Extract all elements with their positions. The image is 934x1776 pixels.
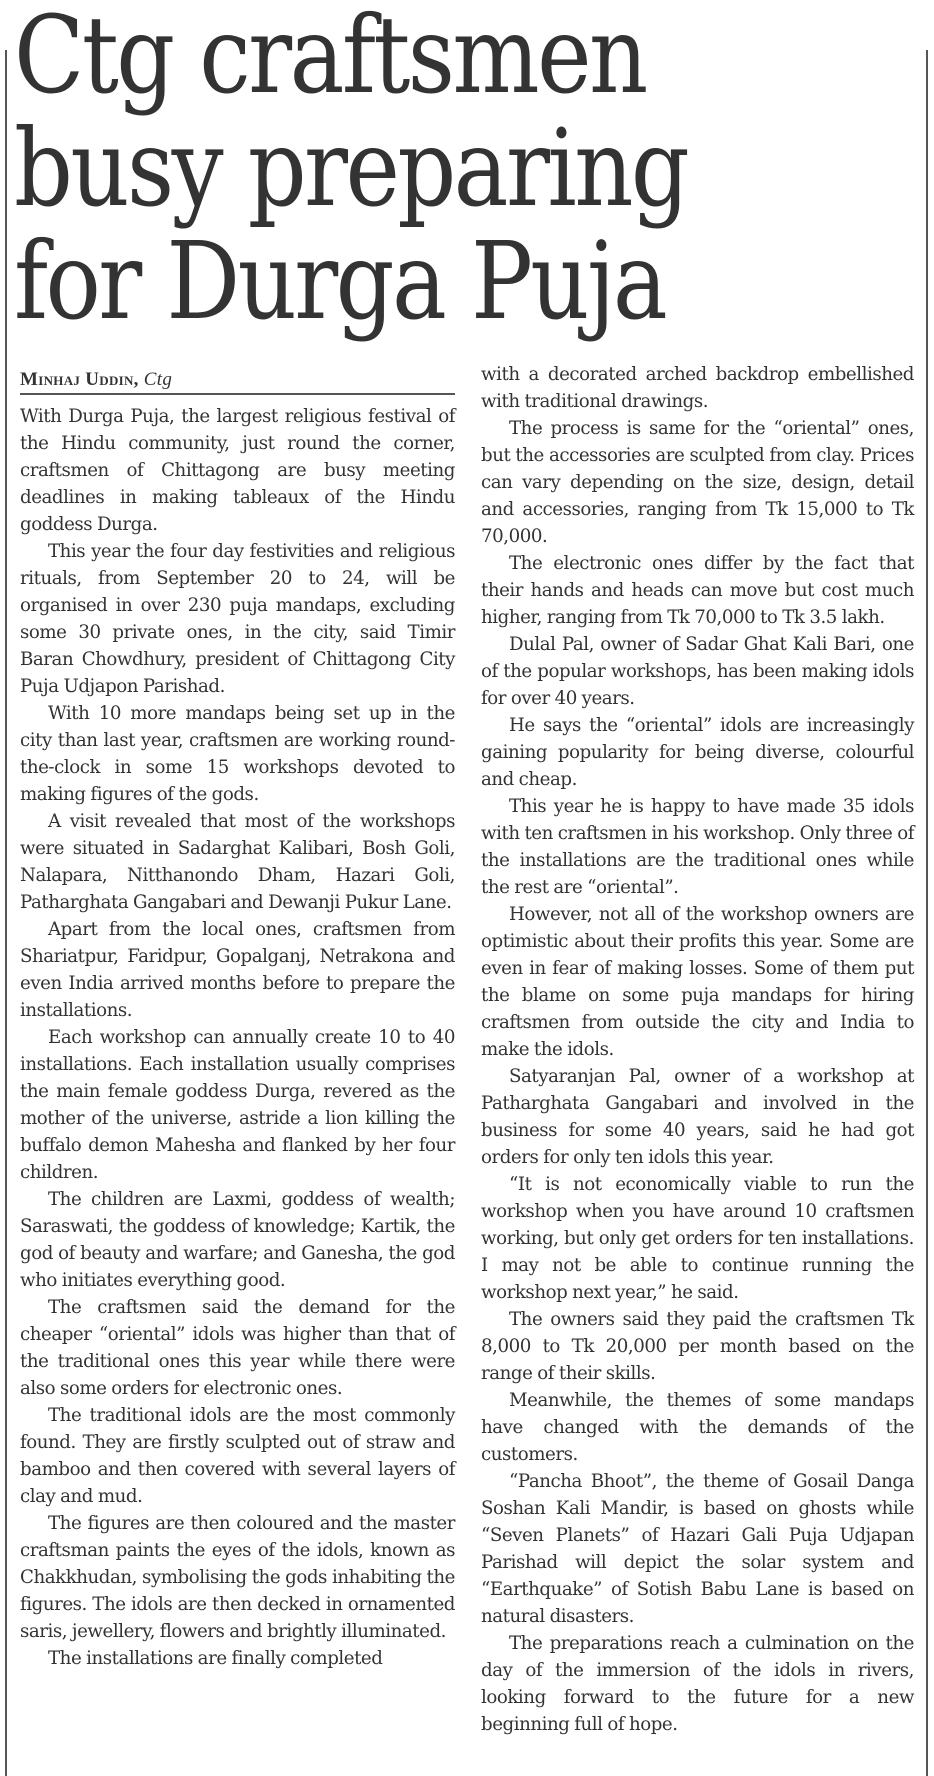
paragraph: The owners said they paid the craftsmen Tk 8,000 to Tk 20,000 per month based on the range of their skills.	[481, 1309, 914, 1384]
paragraph: The figures are then coloured and the master craftsman paints the eyes of the idols, known as Chakkhudan, symbolising the gods inhabiting the figures. The idols are then decked in ornamented saris, jewellery, flowers and brightly illuminated.	[20, 1513, 455, 1642]
paragraph: The installations are finally completed	[48, 1648, 383, 1669]
paragraph: Apart from the local ones, craftsmen from Shariatpur, Faridpur, Gopalganj, Netrakona and even India arrived months before to prepare the installations.	[20, 919, 455, 1021]
paragraph: Each workshop can annually create 10 to 40 installations. Each installation usually comprises the main female goddess Durga, revered as the mother of the universe, astride a lion killing the buffalo demon Mahesha and flanked by her four children.	[20, 1027, 455, 1183]
headline-line: Ctg craftsmen	[14, 0, 646, 118]
left-border-rule	[5, 50, 7, 1776]
paragraph: “Pancha Bhoot”, the theme of Gosail Danga Soshan Kali Mandir, is based on ghosts while “Seven Planets” of Hazari Gali Puja Udjapan Parishad will depict the solar system and “Earthquake” of Sotish Babu Lane is based on natural disasters.	[481, 1471, 914, 1627]
paragraph: The traditional idols are the most commonly found. They are firstly sculpted out of straw and bamboo and then covered with several layers of clay and mud.	[20, 1405, 455, 1507]
headline-line: for Durga Puja	[14, 220, 666, 344]
paragraph: The process is same for the “oriental” ones, but the accessories are sculpted from clay. Prices can vary depending on the size, design, detail and accessories, ranging from Tk 15,000 to Tk 70,000.	[481, 418, 914, 547]
headline-line: busy preparing	[14, 107, 688, 231]
paragraph: “It is not economically viable to run the workshop when you have around 10 craftsmen working, but only get orders for ten installations. I may not be able to continue running the workshop next year,” he said.	[481, 1174, 914, 1303]
byline	[20, 366, 455, 395]
paragraph: A visit revealed that most of the workshops were situated in Sadarghat Kalibari, Bosh Goli, Nalapara, Nitthanondo Dham, Hazari Goli, Patharghata Gangabari and Dewanji Pukur Lane.	[20, 811, 455, 913]
paragraph: This year he is happy to have made 35 idols with ten craftsmen in his workshop. Only three of the installations are the traditional ones while the rest are “oriental”.	[481, 796, 914, 898]
right-border-rule	[926, 50, 928, 1776]
paragraph: With 10 more mandaps being set up in the city than last year, craftsmen are working round-the-clock in some 15 workshops devoted to making figures of the gods.	[20, 703, 455, 805]
headline	[14, 0, 788, 344]
paragraph: However, not all of the workshop owners are optimistic about their profits this year. Some are even in fear of making losses. Some of them put the blame on some puja mandaps for hiring craftsmen from outside the city and India to make the idols.	[481, 904, 914, 1060]
paragraph: Meanwhile, the themes of some mandaps have changed with the demands of the customers.	[481, 1390, 914, 1465]
paragraph: The electronic ones differ by the fact that their hands and heads can move but cost much higher, ranging from Tk 70,000 to Tk 3.5 lakh.	[481, 553, 914, 628]
byline-author: Minhaj Uddin,	[20, 369, 139, 390]
paragraph: This year the four day festivities and religious rituals, from September 20 to 24, will be organised in over 230 puja mandaps, excluding some 30 private ones, in the city, said Timir Baran Chowdhury, president of Chittagong City Puja Udjapon Parishad.	[20, 541, 455, 697]
paragraph: The children are Laxmi, goddess of wealth; Saraswati, the goddess of knowledge; Kartik, the god of beauty and warfare; and Ganesha, the god who initiates everything good.	[20, 1189, 455, 1291]
paragraph: Satyaranjan Pal, owner of a workshop at Patharghata Gangabari and involved in the business for some 40 years, said he had got orders for only ten idols this year.	[481, 1066, 914, 1168]
paragraph: The craftsmen said the demand for the cheaper “oriental” idols was higher than that of the traditional ones this year while there were also some orders for electronic ones.	[20, 1297, 455, 1399]
paragraph: with a decorated arched backdrop embellished with traditional drawings.	[481, 364, 914, 412]
paragraph: Dulal Pal, owner of Sadar Ghat Kali Bari, one of the popular workshops, has been making idols for over 40 years.	[481, 634, 914, 709]
left-column	[20, 366, 455, 1672]
paragraph: The preparations reach a culmination on the day of the immersion of the idols in rivers, looking forward to the future for a new beginning full of hope.	[481, 1633, 914, 1735]
paragraph: With Durga Puja, the largest religious festival of the Hindu community, just round the corner, craftsmen of Chittagong are busy meeting deadlines in making tableaux of the Hindu goddess Durga.	[20, 406, 455, 535]
byline-location: Ctg	[143, 369, 173, 390]
right-column	[481, 361, 914, 1738]
paragraph: He says the “oriental” idols are increasingly gaining popularity for being diverse, colourful and cheap.	[481, 715, 914, 790]
